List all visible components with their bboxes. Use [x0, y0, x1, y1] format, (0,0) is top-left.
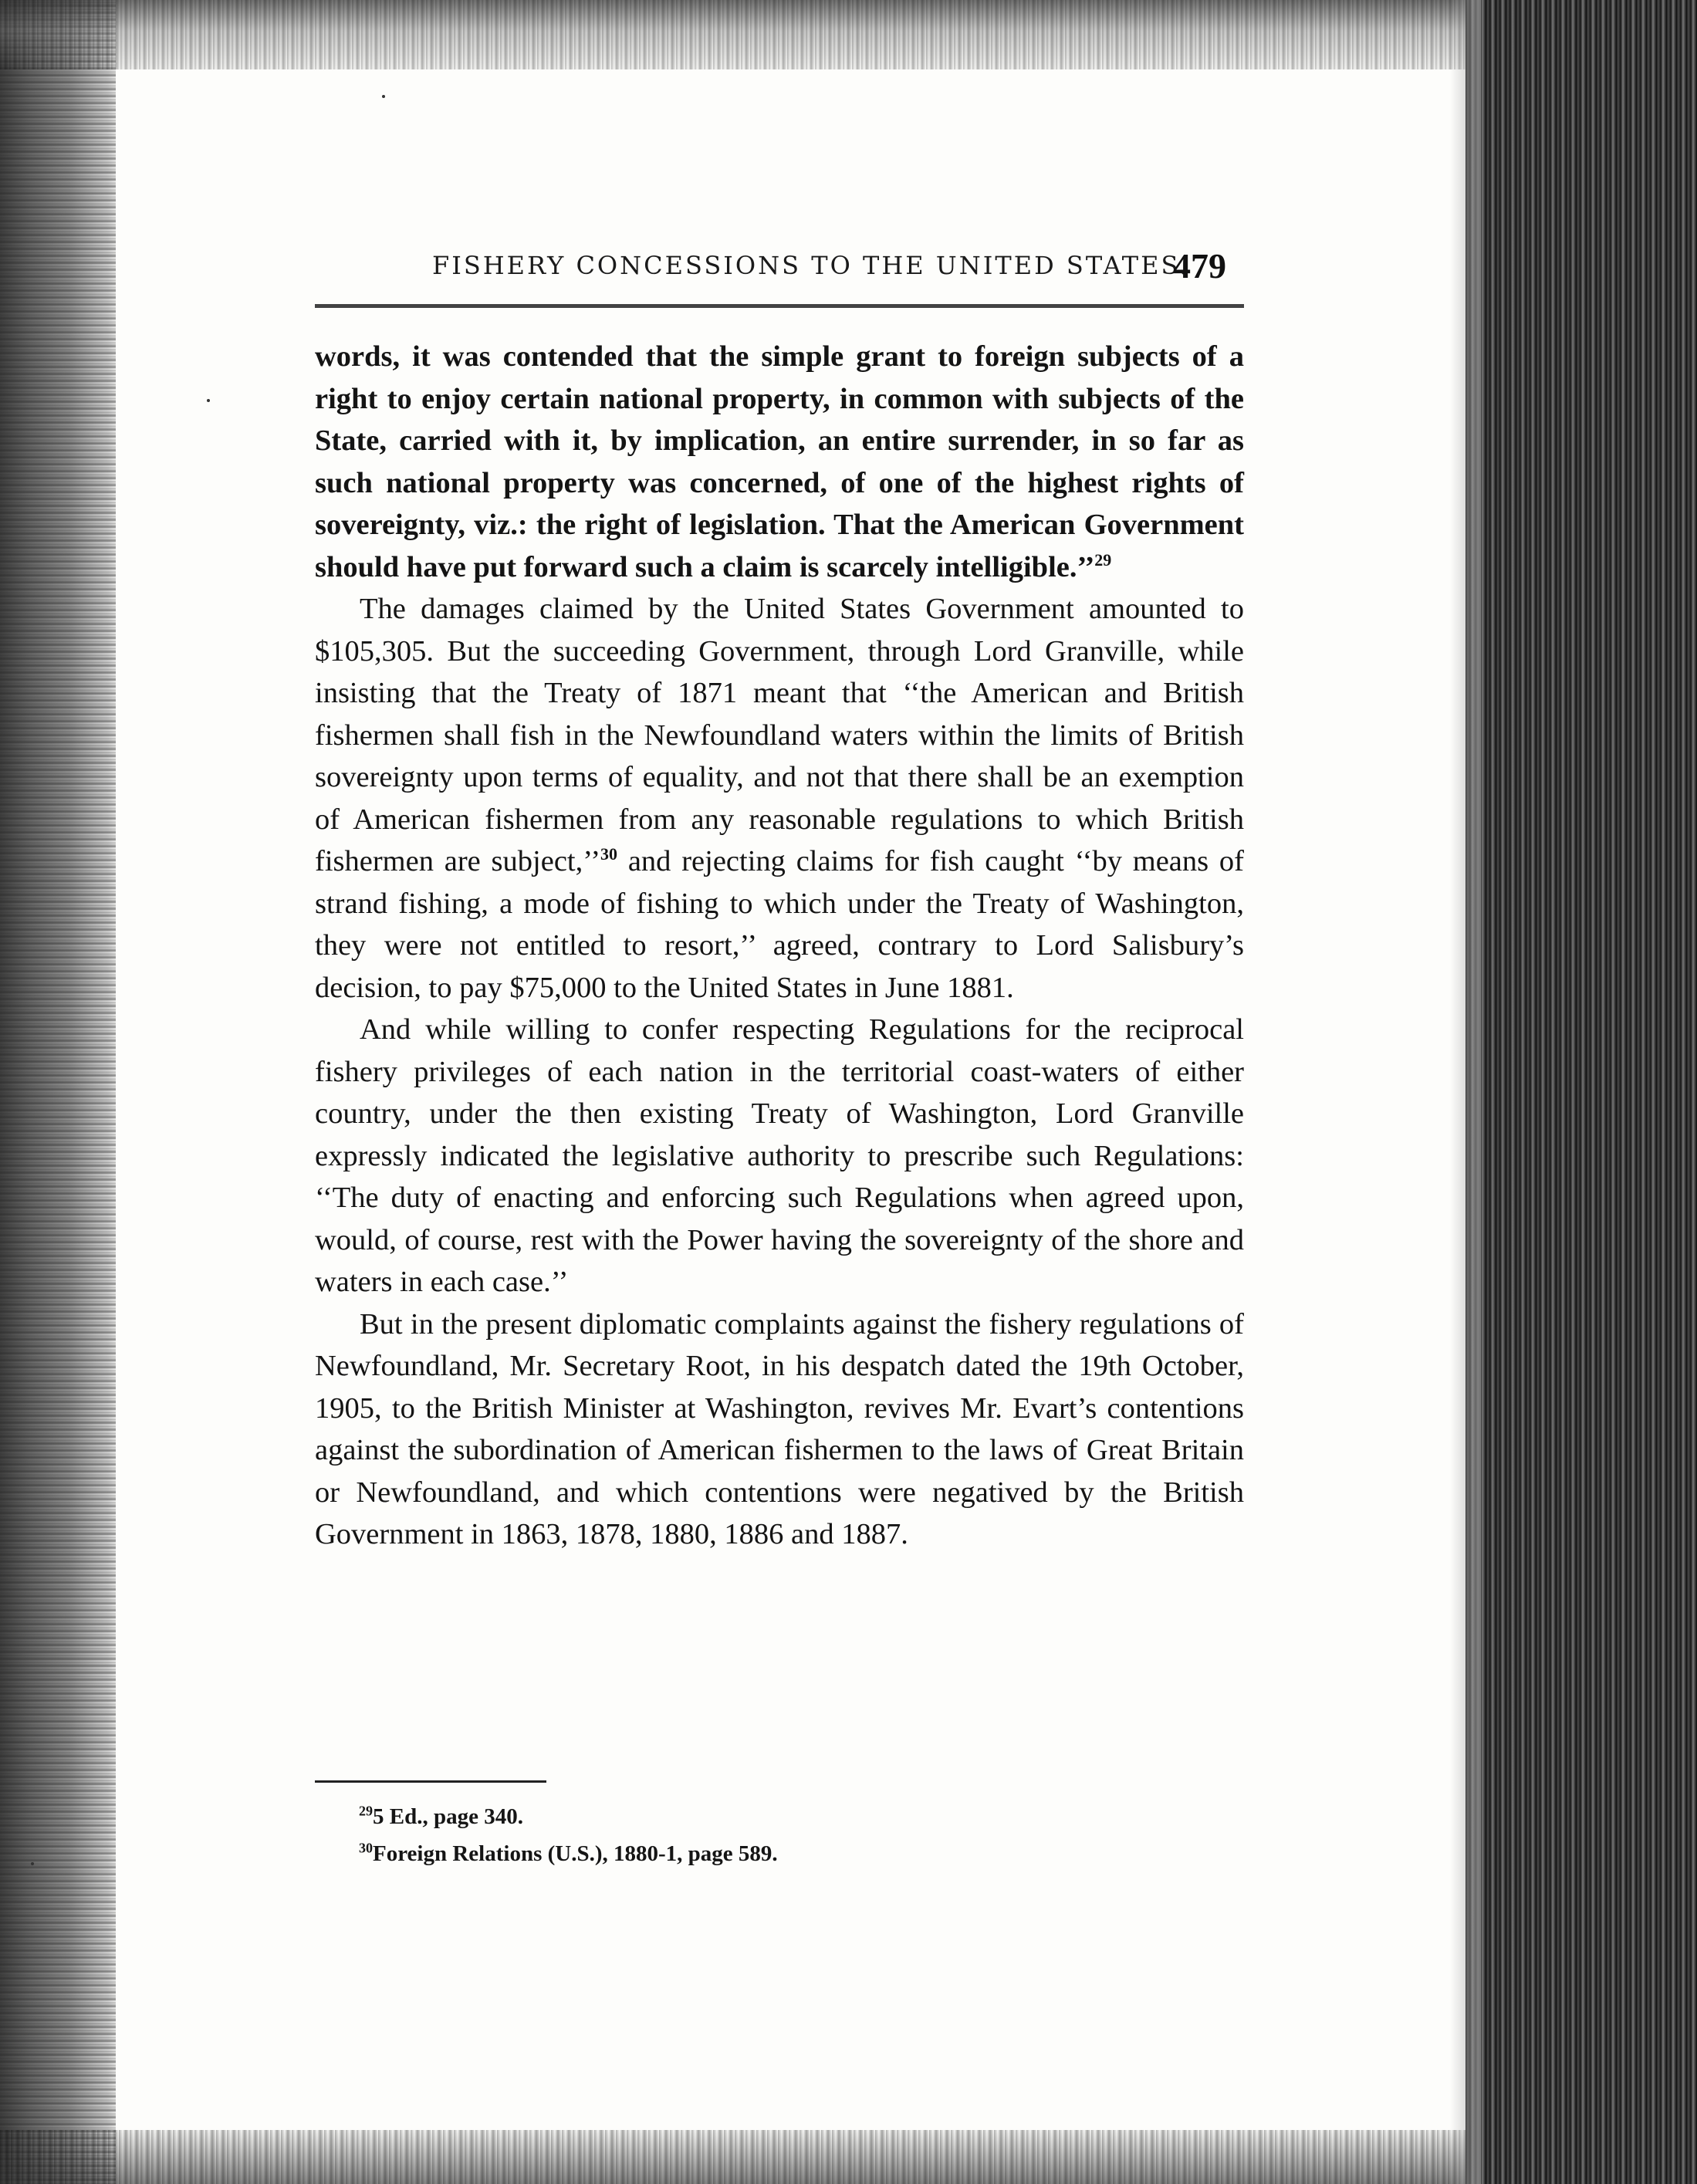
scan-speck [382, 95, 385, 98]
footnote-mark: 29 [359, 1803, 373, 1819]
paragraph-2-text-a: The damages claimed by the United States Government amounted to $105,305. But the succeeding Government, through Lord Granville, while insisting that the Treaty of 1871 meant that ‘‘the American and British fishermen shall fish in the Newfoundland waters within the limits of British sovereignty upon terms of equality, and not that there shall be an exemption of American fishermen from any reasonable regulations to which British fishermen are subject,’’ [315, 593, 1244, 877]
footnote-rule [315, 1780, 546, 1783]
footnote-text: 5 Ed., page 340. [373, 1804, 523, 1829]
scan-bottom-border [0, 2130, 1697, 2184]
scan-speck [31, 1862, 34, 1865]
scan-right-border [1465, 0, 1697, 2184]
paragraph-4: But in the present diplomatic complaints against the fishery regulations of Newfoundland, Mr. Secretary Root, in his despatch dated the 19th October, 1905, to the British Minister at Washington, revives Mr. Evart’s contentions against the subordination of American fishermen to the laws of Great Britain or Newfoundland, and which contentions were negatived by the British Government in 1863, 1878, 1880, 1886 and 1887. [315, 1307, 1244, 1550]
scan-speck [207, 399, 210, 402]
body-text [315, 336, 1244, 1556]
paragraph-3: And while willing to confer respecting Regulations for the reciprocal fishery privileges of each nation in the territorial coast-waters of either country, under the then existing Treaty of Washington, Lord Granville expressly indicated the legislative authority to prescribe such Regulations: ‘‘The duty of enacting and enforcing such Regulations when agreed upon, would, of course, rest with the Power having the sovereignty of the shore and waters in each case.’’ [315, 1013, 1244, 1298]
paragraph-2-text-b: and rejecting claims for fish caught ‘‘by means of strand fishing, a mode of fishing to which under the Treaty of Washington, they were not entitled to resort,’’ agreed, contrary to Lord Salisbury’s decision, to pay $75,000 to the United States in June 1881. [315, 845, 1244, 1004]
paragraph-1-text: words, it was contended that the simple grant to foreign subjects of a right to enjoy certain national property, in common with subjects of the State, carried with it, by implication, an entire surrender, in so far as such national property was concerned, of one of the highest rights of sovereignty, viz.: the right of legislation. That the American Government should have put forward such a claim is scarcely intelligible.’’ [315, 340, 1244, 583]
footnotes [359, 1798, 1208, 1872]
header-rule [315, 304, 1244, 308]
footnote-ref-29: 29 [1094, 549, 1112, 570]
footnote-text: Foreign Relations (U.S.), 1880-1, page 589. [373, 1841, 778, 1866]
scan-top-border [0, 0, 1697, 69]
paragraph-1 [315, 336, 1244, 588]
page-number: 479 [1173, 246, 1226, 286]
footnote-mark: 30 [359, 1840, 373, 1856]
footnote-29 [359, 1798, 1208, 1835]
footnote-ref-30: 30 [600, 844, 618, 864]
footnote-30 [359, 1835, 1208, 1872]
paragraph-2 [315, 588, 1244, 1009]
running-head: FISHERY CONCESSIONS TO THE UNITED STATES. [432, 251, 1190, 280]
scan-left-border [0, 0, 116, 2184]
